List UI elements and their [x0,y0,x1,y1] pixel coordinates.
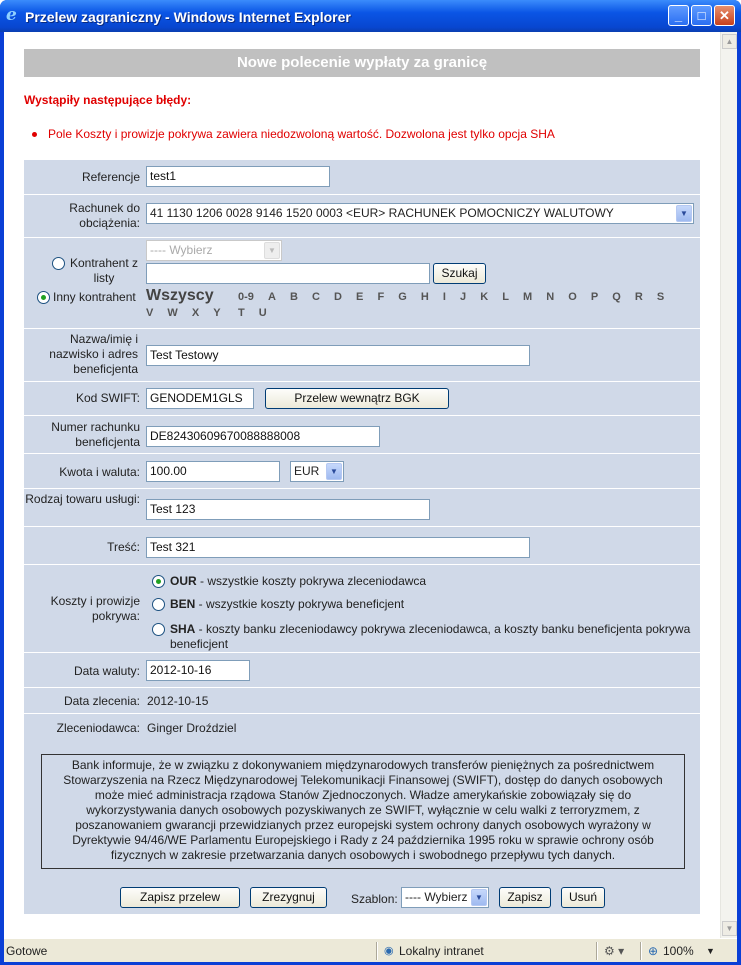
maximize-button[interactable]: □ [691,5,712,26]
letter-link[interactable]: N [546,291,555,303]
letter-all-link[interactable]: Wszyscy [146,287,214,304]
tresc-label: Treść: [107,540,140,554]
koszty-label: Koszty i prowizje pokrywa: [50,594,140,623]
goods-type-input[interactable]: Test 123 [146,499,430,520]
status-divider [596,942,598,960]
search-button[interactable]: Szukaj [433,263,486,284]
template-save-button[interactable]: Zapisz [499,887,551,908]
row-referencje [24,160,700,195]
letter-link[interactable]: O [568,291,577,303]
title-bar [0,0,741,32]
numer-label: Numer rachunku beneficjenta [51,420,140,449]
row-numer [24,416,700,454]
letter-filter-wrap [146,305,266,321]
kontrahent-select[interactable] [146,240,282,261]
currency-select[interactable] [290,461,344,482]
letter-link[interactable]: R [634,291,643,303]
chevron-down-icon: ▼ [326,463,342,480]
swift-input[interactable]: GENODEM1GLS [146,388,254,409]
ordering-party-value: Ginger Droździel [147,721,237,735]
bgk-transfer-button[interactable]: Przelew wewnątrz BGK [265,388,449,409]
cancel-button[interactable]: Zrezygnuj [250,887,327,908]
row-tresc [24,527,700,565]
status-bar [4,938,737,962]
page-title: Nowe polecenie wypłaty za granicę [24,49,700,77]
chevron-down-icon: ▼ [676,205,692,222]
status-divider [640,942,642,960]
cost-our-radio[interactable] [152,575,165,588]
window-title: Przelew zagraniczny - Windows Internet Explorer [25,9,351,25]
vertical-scrollbar[interactable] [720,32,737,938]
row-swift [24,382,700,416]
close-button[interactable]: ✕ [714,5,735,26]
template-select[interactable] [401,887,489,908]
letter-link[interactable]: L [502,291,509,303]
letter-link[interactable]: U [258,307,267,319]
letter-link[interactable]: V [146,307,154,319]
minimize-button[interactable]: _ [668,5,689,26]
kontrahent-list-label: Kontrahent z listy [69,256,139,285]
nazwa-label: Nazwa/imię i nazwisko i adres beneficjenta [49,332,138,376]
letter-link[interactable]: J [460,291,467,303]
letter-link[interactable]: A [267,291,276,303]
page-content [4,32,737,938]
row-zleceniodawca [24,714,700,744]
account-number-input[interactable]: DE82430609670088888008 [146,426,380,447]
protected-mode-icon[interactable]: ⚙ ▾ [604,944,625,958]
intranet-icon: ◉ [384,945,394,957]
kontrahent-other-radio[interactable] [37,291,50,304]
transfer-form [24,160,700,914]
referencje-input[interactable]: test1 [146,166,330,187]
letter-link[interactable]: S [656,291,665,303]
nazwa-input[interactable]: Test Testowy [146,345,530,366]
cost-ben-option: BEN - wszystkie koszty pokrywa beneficjent [170,597,405,611]
referencje-label: Referencje [81,170,140,184]
cost-our-option: OUR - wszystkie koszty pokrywa zleceniodawca [170,574,427,588]
order-date-value: 2012-10-15 [147,694,209,708]
errors-title: Wystąpiły następujące błędy: [24,93,192,107]
swift-notice: Bank informuje, że w związku z dokonywaniem międzynarodowych transferów pieniężnych za pośrednictwem Stowarzyszenia na Rzecz Międzynarodowej Telekomunikacji Finansowej (SWIFT), dostęp do danych osobowych może mieć administracja rządowa Stanów Zjednoczonych. Władze amerykańskie zobowiązały się do wykorzystywania danych osobowych pozyskiwanych ze SWIFT, wyłącznie w celu walki z terroryzmem, z poszanowaniem gwarancji przewidzianych przez europejski system ochrony danych osobowych wyrażony w Dyrektywie 94/46/WE Parlamentu Europejskiego i Rady z 24 października 1995 roku w sprawie ochrony osób fizycznych w zakresie przetwarzania danych osobowych i swobodnego przepływu tych danych. [41,754,685,869]
letter-link[interactable]: P [590,291,599,303]
template-select-value: ---- Wybierz [405,890,468,904]
template-label: Szablon: [351,892,398,906]
rodzaj-label: Rodzaj towaru usługi: [25,492,140,506]
cost-sha-radio[interactable] [152,623,165,636]
cost-sha-option: SHA - koszty banku zleceniodawcy pokrywa zleceniodawca, a koszty banku beneficjenta pokrywa beneficjent [170,622,691,651]
letter-link[interactable]: C [312,291,320,303]
description-input[interactable]: Test 321 [146,537,530,558]
kontrahent-select-value: ---- Wybierz [150,243,213,257]
amount-input[interactable]: 100.00 [146,461,280,482]
row-rachunek [24,195,700,238]
row-koszty [24,565,700,653]
value-date-input[interactable]: 2012-10-16 [146,660,250,681]
rachunek-label: Rachunek do obciążenia: [69,201,140,230]
letter-link[interactable]: B [289,291,298,303]
zoom-icon: ⊕ [648,944,659,958]
zone-text: Lokalny intranet [399,944,484,958]
kwota-label: Kwota i waluta: [59,465,140,479]
letter-link[interactable]: T [238,307,245,319]
chevron-down-icon: ▼ [471,889,487,906]
zoom-level[interactable]: 100% [663,944,694,958]
letter-link[interactable]: 0-9 [238,291,254,303]
value-date-label: Data waluty: [73,664,140,678]
ie-logo-icon: e [6,5,17,25]
letter-link[interactable]: Y [213,307,221,319]
scroll-down-icon[interactable]: ▼ [722,921,737,936]
row-rodzaj [24,489,700,527]
letter-link[interactable]: D [334,291,342,303]
status-text: Gotowe [6,944,48,958]
letter-filter [238,289,693,321]
kontrahent-search-input[interactable] [146,263,430,284]
swift-label: Kod SWIFT: [75,391,140,405]
row-kwota [24,454,700,489]
cost-ben-radio[interactable] [152,598,165,611]
scroll-up-icon[interactable]: ▲ [722,34,737,49]
error-text: Pole Koszty i prowizje pokrywa zawiera niedozwoloną wartość. Dozwolona jest tylko opcja SHA [48,127,555,141]
row-data-zlecenia [24,688,700,714]
row-nazwa [24,329,700,382]
kontrahent-list-radio[interactable] [52,257,65,270]
letter-link[interactable]: K [480,291,489,303]
letter-link[interactable]: H [420,291,429,303]
kontrahent-other-label: Inny kontrahent [53,290,136,304]
letter-link[interactable]: G [398,291,407,303]
letter-link[interactable]: M [523,291,533,303]
chevron-down-icon: ▼ [264,242,280,259]
letter-link[interactable]: E [356,291,364,303]
letter-link[interactable]: F [377,291,385,303]
letter-link[interactable]: W [167,307,178,319]
currency-value: EUR [294,464,320,478]
bullet-icon [32,132,37,137]
ordering-party-label: Zleceniodawca: [56,721,140,735]
letter-link[interactable]: Q [612,291,621,303]
save-transfer-button[interactable]: Zapisz przelew [120,887,240,908]
template-delete-button[interactable]: Usuń [561,887,605,908]
rachunek-value: 41 1130 1206 0028 9146 1520 0003 <EUR> RACHUNEK POMOCNICZY WALUTOWY [150,206,614,220]
chevron-down-icon[interactable]: ▼ [706,946,715,956]
order-date-label: Data zlecenia: [63,694,140,708]
row-kontrahent [24,238,700,329]
letter-link[interactable]: I [442,291,446,303]
rachunek-select[interactable] [146,203,694,224]
status-divider [376,942,378,960]
letter-link[interactable]: X [191,307,200,319]
row-data-waluty [24,653,700,688]
error-item [48,127,555,141]
